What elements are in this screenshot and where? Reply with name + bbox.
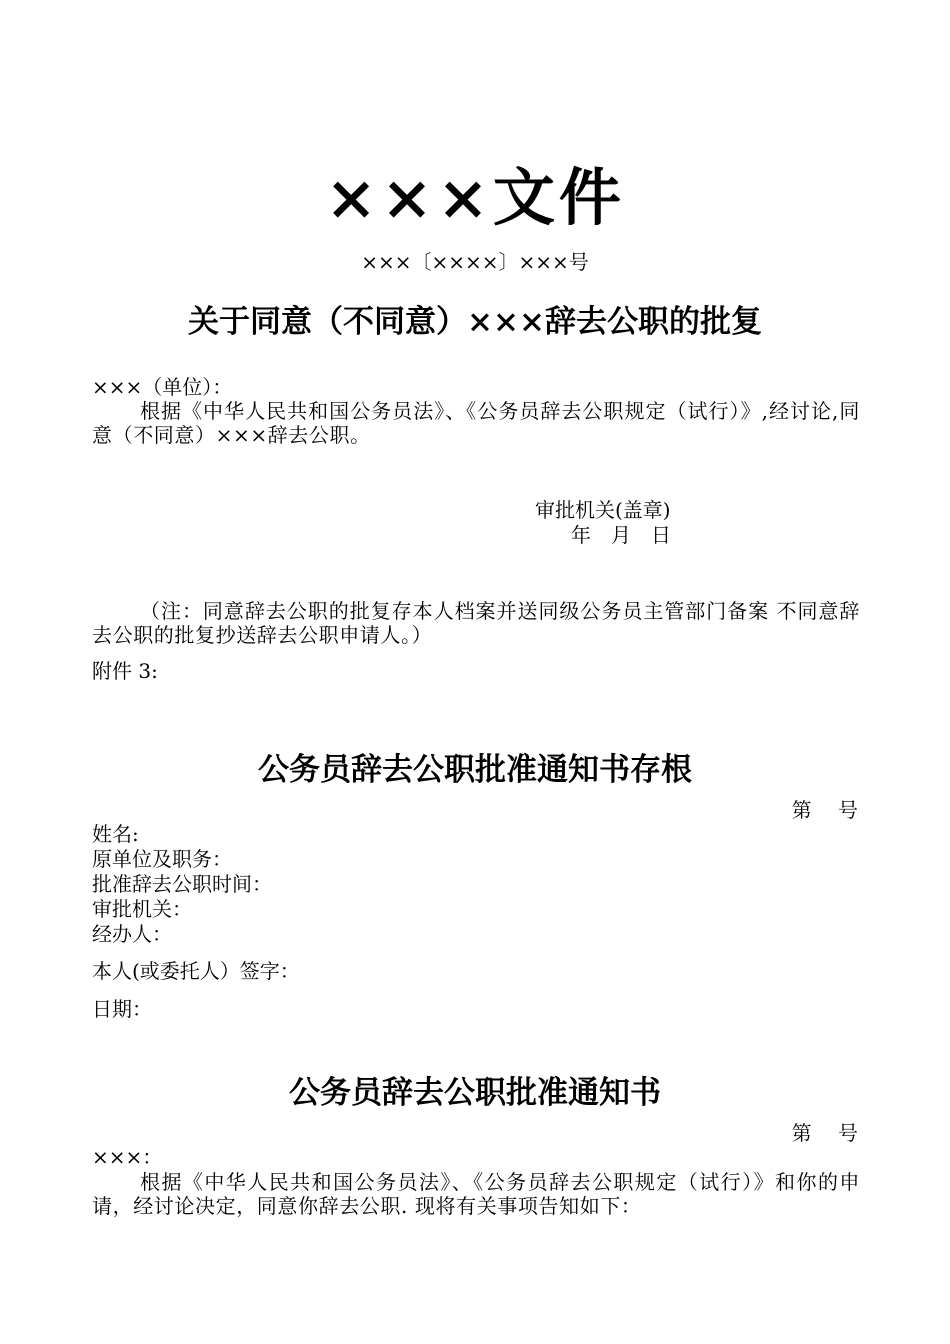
approval-authority-seal: 审批机关(盖章): [535, 498, 671, 522]
reply-note: （注：同意辞去公职的批复存本人档案并送同级公务员主管部门备案 不同意辞去公职的批复抄送辞去公职申请人。）: [92, 599, 860, 647]
approval-date: 年 月 日: [571, 523, 671, 547]
stub-number: 第 号: [791, 798, 858, 822]
stub-field-handler: 经办人：: [92, 922, 172, 946]
reply-body: 根据《中华人民共和国公务员法》、《公务员辞去公职规定（试行）》,经讨论,同意（不同意）×××辞去公职。: [92, 399, 860, 447]
stub-field-time: 批准辞去公职时间：: [92, 872, 272, 896]
reply-heading: 关于同意（不同意）×××辞去公职的批复: [188, 304, 762, 340]
notice-heading: 公务员辞去公职批准通知书: [289, 1075, 661, 1111]
attachment-label: 附件 3:: [92, 659, 158, 683]
stub-field-signature: 本人(或委托人）签字：: [92, 959, 300, 983]
stub-field-date: 日期：: [92, 997, 152, 1021]
notice-addressee: ×××：: [92, 1145, 163, 1169]
notice-body: 根据《中华人民共和国公务员法》、《公务员辞去公职规定（试行）》和你的申请，经讨论决定，同意你辞去公职. 现将有关事项告知如下：: [92, 1170, 860, 1218]
stub-heading: 公务员辞去公职批准通知书存根: [258, 752, 692, 788]
reply-addressee: ×××（单位）：: [92, 375, 233, 399]
document-number: ×××〔××××〕×××号: [361, 250, 589, 274]
stub-field-name: 姓名:: [92, 822, 139, 846]
stub-field-authority: 审批机关：: [92, 897, 192, 921]
stub-field-unit: 原单位及职务：: [92, 847, 232, 871]
notice-number: 第 号: [791, 1121, 858, 1145]
document-title: ×××文件: [325, 161, 625, 234]
